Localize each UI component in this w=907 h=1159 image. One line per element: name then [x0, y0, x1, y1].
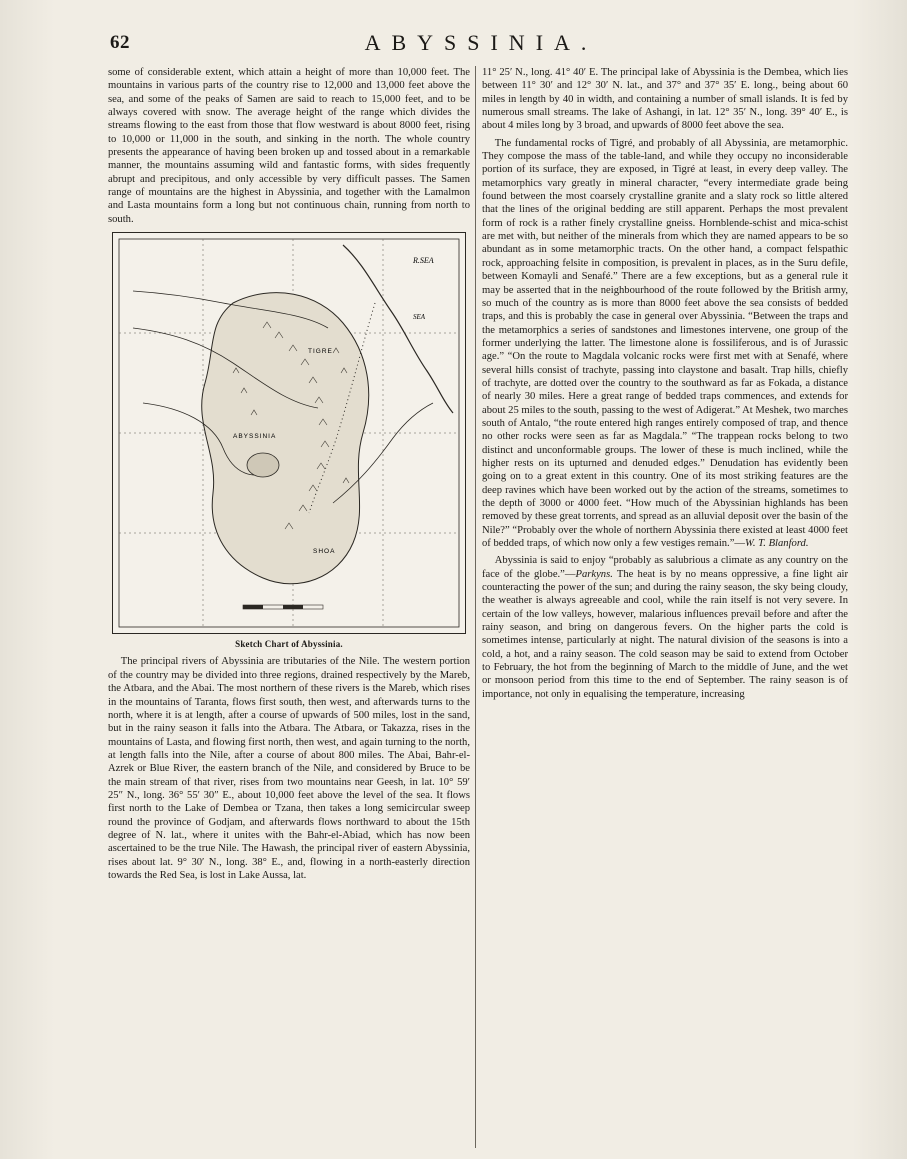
right-paragraph-2-text: The fundamental rocks of Tigré, and probably of all Abyssinia, are metamorphic. They compose the mass of the table-land, and while they occupy no inconsiderable portion of its surface, they are exposed, in Tigré at least, in every deep valley. The metamorphics vary greatly in mineral character, “every intermediate grade being found between the most coarsely crystalline granite and a slaty rock so little altered that the lines of the original bedding are still apparent. Perhaps the most prevalent form of rock is a rather finely crystalline gneiss. Hornblende-schist and mica-schist are met with, but neither of the minerals from which they are named appears to be so abundant as in some metamorphic tracts. On the other hand, a compact felspathic rock, approaching felsite in composition, is prevalent in places, as in the Suru defile, between Komayli and Senafé.” There are a few exceptions, but as a general rule it may be asserted that in the neighbourhood of the route followed by the British army, so much of the country as is more than 8000 feet above the sea consists of bedded traps, and this is probably the case in general over Abyssinia. “Between the traps and the metamorphics a series of sandstones and limestones intervene, one group of the former underlying the latter. The limestone alone is fossiliferous, and is of Jurassic age.” “On the route to Magdala volcanic rocks were first met with at Senafé, where several hills consist of trachyte, passing into claystone and basalt. Trap hills, chiefly of trachyte, are dotted over the country to the southward as far as Fokada, a distance of nearly 30 miles. Here a great range of bedded traps commences, and extends for about 25 miles to the south, passing to the west of Adigerat.” At Meshek, two marches south of Antalo, “the route entered high ranges entirely composed of trap, and thence no other rocks were seen as far as Magdala.” “The trappean rocks belong to two distinct and unconformable groups. The lower of these is much inclined, while the higher rests on its upturned and denuded edges.” Denudation has evidently been going on to a great extent in this country. One of its most striking features are the deep ravines which have been worked out by the action of the streams, sometimes to the depth of 3000 or 4000 feet. “How much of the Abyssinian highlands has been removed by these great torrents, and spread as an alluvial deposit over the basin of the Nile?” “Probably over the whole of northern Abyssinia there existed at least 4000 feet of bedded traps, of which now only a few vestiges remain.”—	[482, 137, 848, 550]
map-lake-dembea	[247, 453, 279, 477]
right-paragraph-2	[482, 137, 848, 551]
page-number: 62	[110, 32, 130, 53]
map-label-abyssinia: ABYSSINIA	[233, 433, 277, 441]
column-rule	[475, 66, 476, 1148]
right-paragraph-3	[482, 554, 848, 701]
right-paragraph-1: 11° 25′ N., long. 41° 40′ E. The principal lake of Abyssinia is the Dembea, which lies between 11° 30′ and 12° 30′ N. lat., and 37° and 37° 35′ E. long., being about 60 miles in length by 40 in width, and containing a number of small islands. It is fed by numerous small streams. The lake of Ashangi, in lat. 12° 35′ N., long. 39° 40′ E., is about 4 miles long by 3 broad, and upwards of 8000 feet above the sea.	[482, 67, 848, 132]
right-paragraph-3-attribution: Parkyns.	[575, 568, 613, 580]
map-figure	[108, 232, 470, 651]
right-paragraph-2-attribution: W. T. Blanford.	[745, 538, 809, 550]
figure-caption: Sketch Chart of Abyssinia.	[235, 639, 343, 650]
right-paragraph-3-text: Abyssinia is said to enjoy “probably as salubrious a climate as any country on the face of the globe.”—	[482, 555, 848, 580]
map-plateau	[202, 293, 369, 584]
left-paragraph-2: The principal rivers of Abyssinia are tributaries of the Nile. The western portion of the country may be divided into three regions, drained respectively by the Mareb, the Atbara, and the Abai. The most northern of these rivers is the Mareb, which rises in the mountains of Taranta, flows first south, then west, and afterwards turns to the north, where it is at length, after a course of upwards of 500 miles, lost in the sand, but in the rainy season it falls into the Atbara. The Atbara, or Takazza, rises in the mountains of Lasta, and flowing first north, then west, and again turning to the north, at length falls into the Nile, after a course of about 800 miles. The Abai, Bahr-el-Azrek or Blue River, the eastern branch of the Nile, and considered by Bruce to be the main stream of that river, rises from two mountains near Geesh, in lat. 10° 59′ 25″ N., long. 36° 55′ 30″ E., about 10,000 feet above the level of the sea. It flows first north to the Lake of Dembea or Tzana, then takes a long semicircular sweep round the province of Godjam, and afterwards flows northward to about the 15th degree of N. lat., where it unites with the Bahr-el-Abiad, which has now been ascertained to be the true Nile. The Hawash, the principal river of eastern Abyssinia, rises about lat. 9° 30′ N., long. 38° E., and, flowing in a north-easterly direction towards the Red Sea, is lost in Lake Aussa, lat.	[108, 656, 470, 881]
sketch-map	[112, 232, 466, 634]
map-scale-bar	[243, 605, 323, 609]
left-column	[108, 66, 470, 1148]
right-paragraph-3-continuation: The heat is by no means oppressive, a fine light air counteracting the power of the sun; and during the rainy season, the sky being cloudy, the weather is always agreeable and cool, while the rain itself is not very severe. In certain of the low valleys, however, malarious influences prevail before and after the rainy season, and bring on dangerous fevers. On the higher parts the cold is sometimes intense, particularly at night. The natural division of the seasons is into a cold, a hot, and a rainy season. The cold season may be said to extend from October to February, the hot from the beginning of March to the middle of June, and the wet or monsoon period from this time to the end of September. The rainy season is of importance, not only in equalising the temperature, increasing	[482, 568, 848, 700]
map-label-shoa: SHOA	[313, 548, 336, 556]
map-label-red-sea: R.SEA	[413, 256, 434, 266]
map-label-sea: SEA	[413, 313, 426, 322]
right-column	[482, 66, 848, 1148]
page-header	[110, 30, 852, 60]
map-label-tigre: TIGRE	[308, 348, 333, 356]
running-head: ABYSSINIA.	[364, 30, 598, 55]
left-paragraph-1: some of considerable extent, which attain a height of more than 10,000 feet. The mountains in various parts of the country rise to 12,000 and 13,000 feet above the sea, and some of the peaks of Samen are said to reach to 15,000 feet, and to be always covered with snow. The average height of the range which divides the streams flowing to the east from those that flow westward is about 8000 feet, rising to 10,000 or 11,000 in the south, and sinking in the north. The whole country presents the appearance of having been broken up and tossed about in a remarkable manner, the mountains assuming wild and fantastic forms, with sides frequently abrupt and precipitous, and only accessible by very difficult passes. The Samen range of mountains are the highest in Abyssinia, and together with the Lamalmon and Lasta mountains form a long but not continuous chain, running from north to south.	[108, 67, 470, 225]
